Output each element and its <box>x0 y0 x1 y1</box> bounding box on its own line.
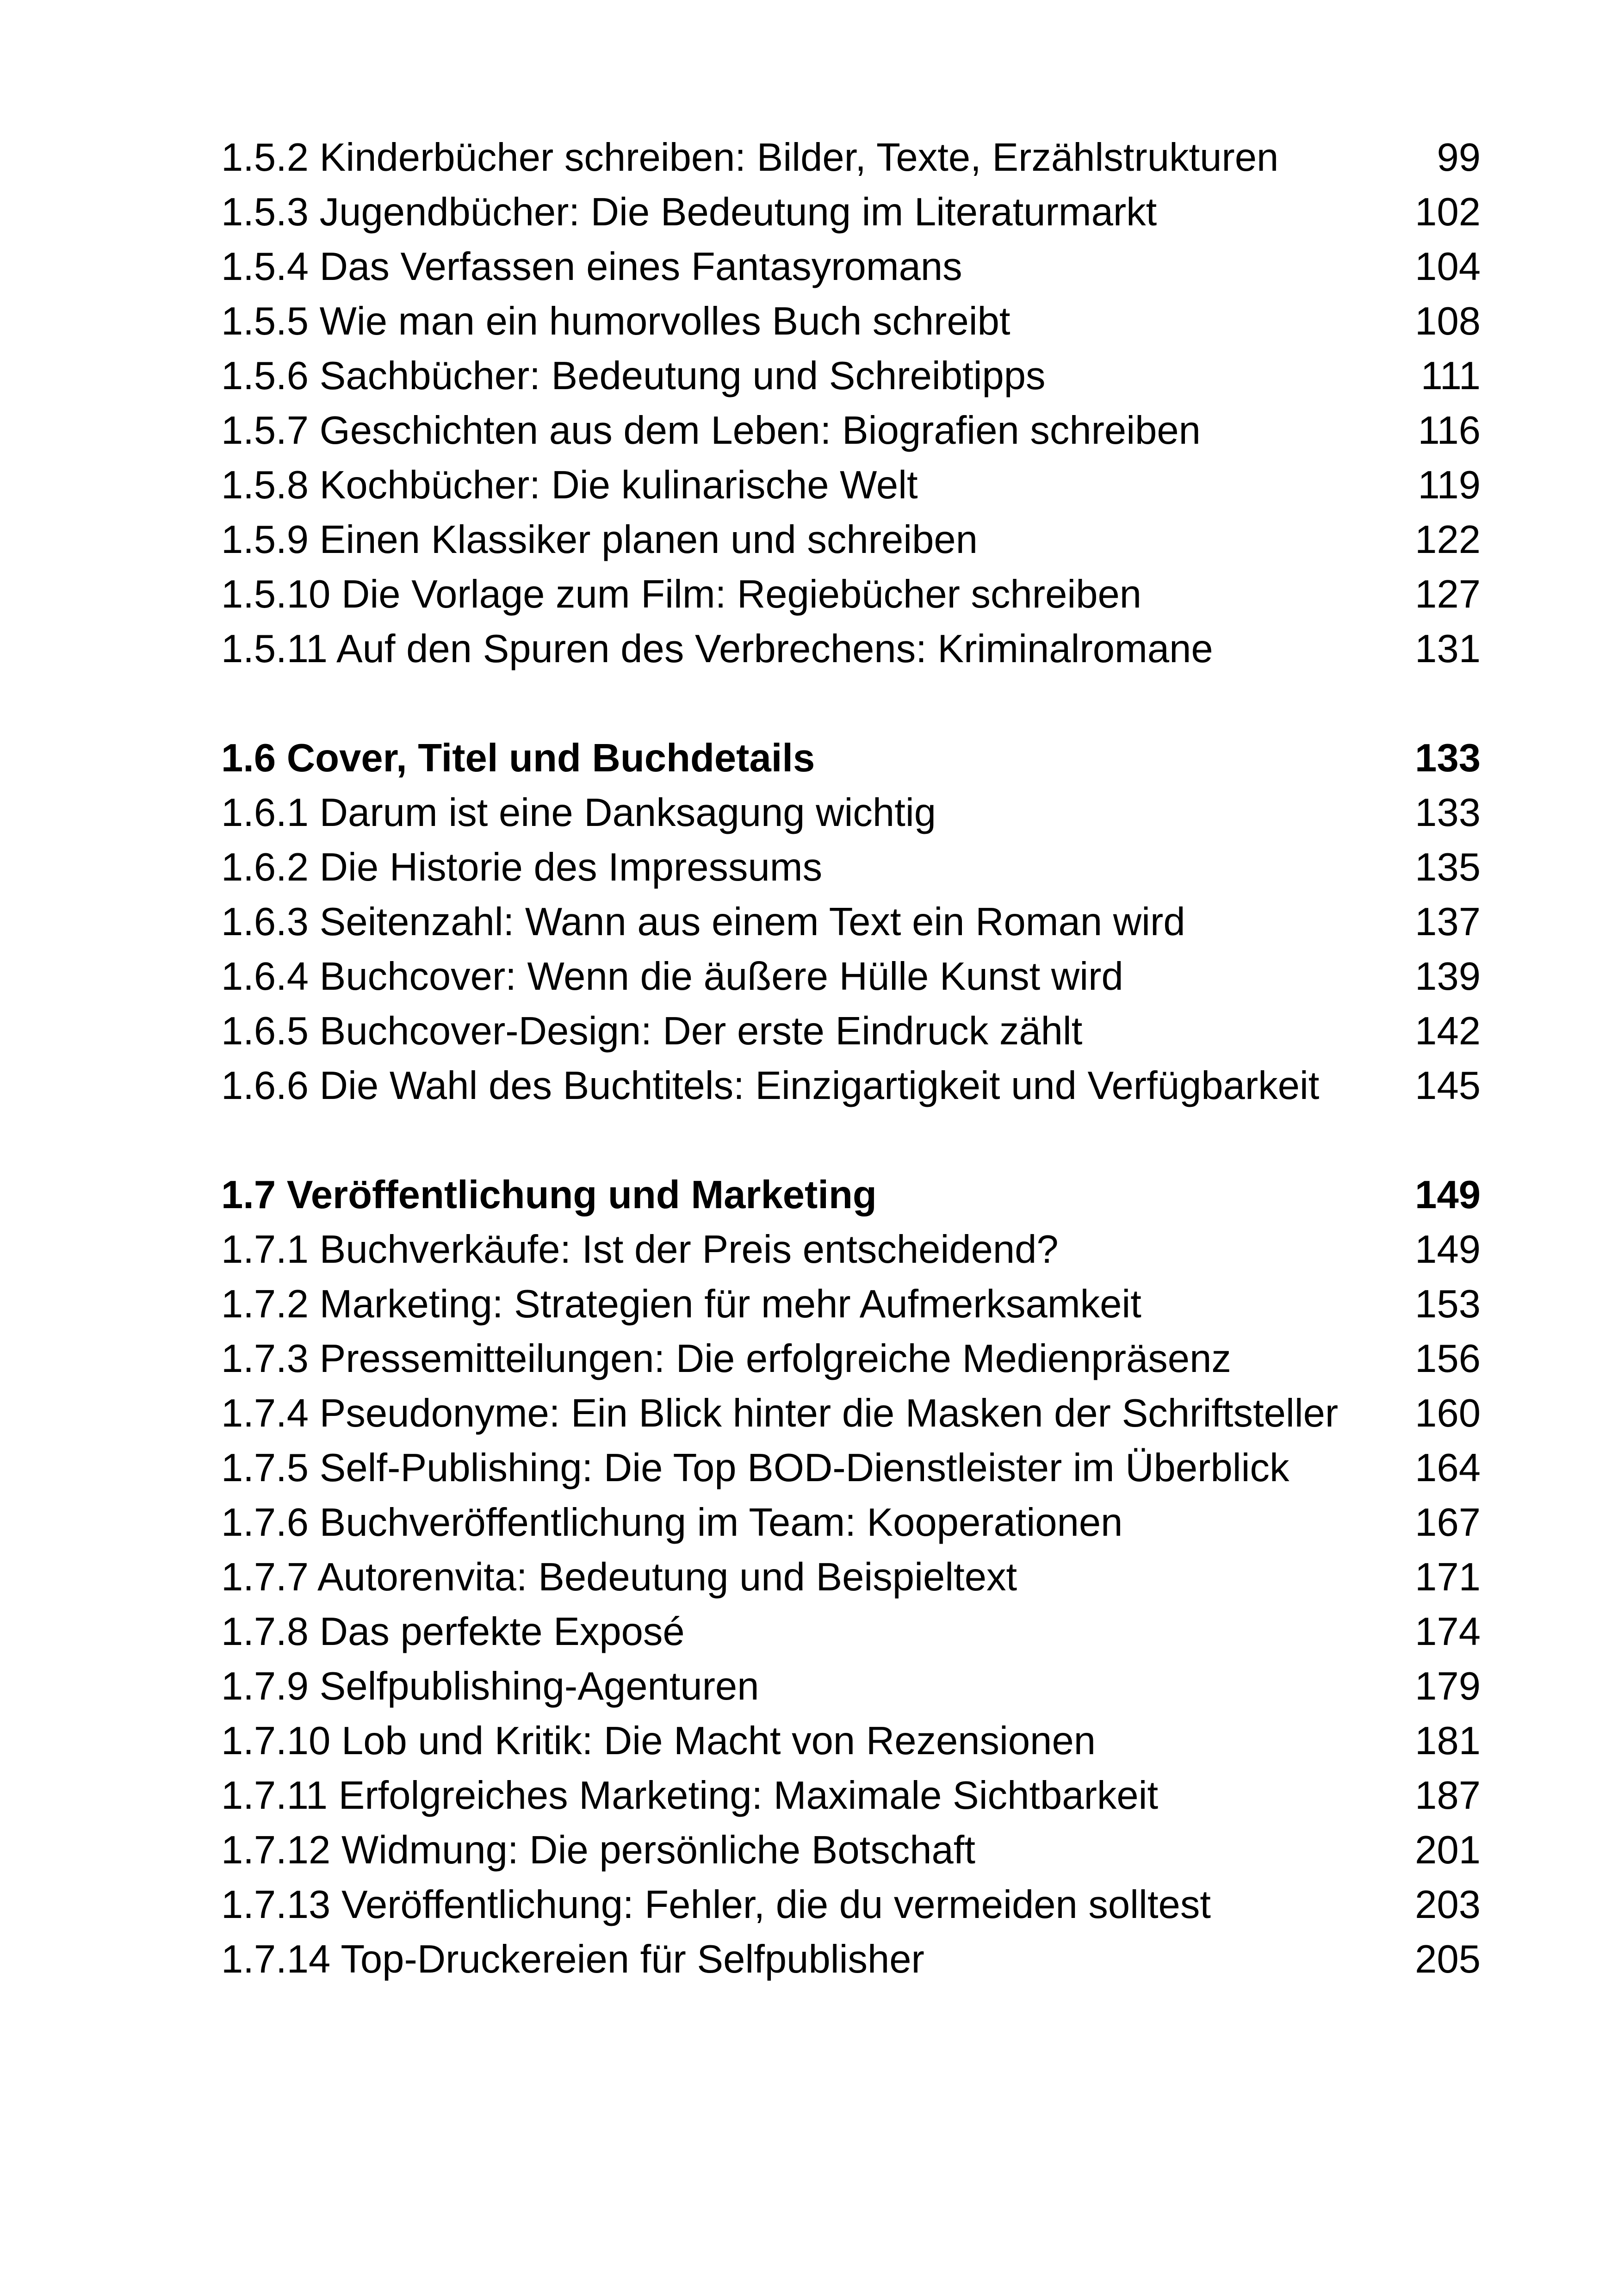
toc-entry-row <box>221 1659 1481 1714</box>
toc-entry-label: 1.6.2 Die Historie des Impressums <box>221 845 823 889</box>
toc-entry-page-number: 104 <box>1415 245 1481 289</box>
toc-section-header-row <box>221 1168 1481 1222</box>
toc-entry-label: 1.5.4 Das Verfassen eines Fantasyromans <box>221 245 962 289</box>
toc-entry-page-number: 156 <box>1415 1337 1481 1381</box>
toc-entry-row <box>221 513 1481 567</box>
toc-entry-label: 1.7.1 Buchverkäufe: Ist der Preis entscheidend? <box>221 1228 1059 1272</box>
toc-entry-label: 1.7.11 Erfolgreiches Marketing: Maximale Sichtbarkeit <box>221 1774 1159 1818</box>
toc-section-header-label: 1.6 Cover, Titel und Buchdetails <box>221 736 815 780</box>
toc-entry-page-number: 139 <box>1415 955 1481 999</box>
toc-entry-label: 1.7.10 Lob und Kritik: Die Macht von Rezensionen <box>221 1719 1096 1763</box>
toc-entry-row <box>221 1932 1481 1987</box>
toc-entry-label: 1.7.6 Buchveröffentlichung im Team: Kooperationen <box>221 1501 1123 1545</box>
toc-entry-row <box>221 786 1481 840</box>
toc-entry-page-number: 205 <box>1415 1937 1481 1981</box>
toc-entry-row <box>221 622 1481 676</box>
toc-entry-row <box>221 185 1481 240</box>
toc-entry-label: 1.6.5 Buchcover-Design: Der erste Eindruck zählt <box>221 1009 1083 1053</box>
toc-entry-page-number: 131 <box>1415 627 1481 671</box>
toc-entry-row <box>221 294 1481 349</box>
toc-entry-label: 1.5.9 Einen Klassiker planen und schreiben <box>221 518 978 562</box>
toc-entry-label: 1.7.2 Marketing: Strategien für mehr Aufmerksamkeit <box>221 1282 1141 1326</box>
toc-entry-page-number: 119 <box>1418 463 1481 507</box>
toc-entry-label: 1.6.3 Seitenzahl: Wann aus einem Text ein Roman wird <box>221 900 1185 944</box>
toc-entry-page-number: 116 <box>1418 409 1481 453</box>
toc-entry-label: 1.7.8 Das perfekte Exposé <box>221 1610 685 1654</box>
toc-entry-page-number: 174 <box>1415 1610 1481 1654</box>
toc-section-header-label: 1.7 Veröffentlichung und Marketing <box>221 1173 877 1217</box>
toc-entry-row <box>221 403 1481 458</box>
toc-entry-row <box>221 1222 1481 1277</box>
toc-entry-page-number: 201 <box>1415 1828 1481 1872</box>
toc-entry-row <box>221 949 1481 1004</box>
toc-entry-page-number: 160 <box>1415 1391 1481 1435</box>
toc-entry-label: 1.5.10 Die Vorlage zum Film: Regiebücher schreiben <box>221 572 1142 616</box>
toc-entry-label: 1.5.8 Kochbücher: Die kulinarische Welt <box>221 463 918 507</box>
toc-entry-page-number: 102 <box>1415 190 1481 234</box>
toc-entry-row <box>221 1441 1481 1496</box>
toc-entry-label: 1.6.1 Darum ist eine Danksagung wichtig <box>221 791 936 835</box>
toc-entry-row <box>221 1714 1481 1769</box>
toc-entry-page-number: 111 <box>1420 354 1481 398</box>
toc-entry-row <box>221 1386 1481 1441</box>
toc-entry-label: 1.7.7 Autorenvita: Bedeutung und Beispieltext <box>221 1555 1017 1599</box>
toc-entry-label: 1.5.11 Auf den Spuren des Verbrechens: Kriminalromane <box>221 627 1213 671</box>
toc-entry-label: 1.7.14 Top-Druckereien für Selfpublisher <box>221 1937 924 1981</box>
toc-entry-row <box>221 349 1481 403</box>
toc-list <box>221 130 1481 1987</box>
toc-entry-page-number: 135 <box>1415 845 1481 889</box>
toc-entry-page-number: 108 <box>1415 299 1481 343</box>
toc-entry-row <box>221 1496 1481 1550</box>
toc-entry-row <box>221 1059 1481 1113</box>
toc-entry-row <box>221 458 1481 513</box>
toc-entry-page-number: 181 <box>1415 1719 1481 1763</box>
toc-entry-label: 1.5.6 Sachbücher: Bedeutung und Schreibtipps <box>221 354 1046 398</box>
toc-entry-row <box>221 1878 1481 1932</box>
toc-entry-page-number: 127 <box>1415 572 1481 616</box>
toc-entry-label: 1.5.5 Wie man ein humorvolles Buch schreibt <box>221 299 1010 343</box>
toc-entry-row <box>221 567 1481 622</box>
toc-entry-label: 1.6.6 Die Wahl des Buchtitels: Einzigartigkeit und Verfügbarkeit <box>221 1064 1320 1108</box>
toc-entry-row <box>221 895 1481 949</box>
toc-entry-page-number: 142 <box>1415 1009 1481 1053</box>
toc-entry-page-number: 149 <box>1415 1228 1481 1272</box>
toc-entry-page-number: 164 <box>1415 1446 1481 1490</box>
toc-entry-page-number: 99 <box>1437 136 1481 180</box>
toc-entry-page-number: 153 <box>1415 1282 1481 1326</box>
toc-entry-page-number: 179 <box>1415 1664 1481 1708</box>
toc-entry-label: 1.7.5 Self-Publishing: Die Top BOD-Dienstleister im Überblick <box>221 1446 1289 1490</box>
toc-entry-page-number: 145 <box>1415 1064 1481 1108</box>
toc-entry-row <box>221 1605 1481 1659</box>
toc-entry-label: 1.6.4 Buchcover: Wenn die äußere Hülle Kunst wird <box>221 955 1123 999</box>
toc-entry-row <box>221 240 1481 294</box>
toc-entry-row <box>221 1823 1481 1878</box>
toc-entry-label: 1.5.7 Geschichten aus dem Leben: Biografien schreiben <box>221 409 1201 453</box>
toc-entry-page-number: 203 <box>1415 1883 1481 1927</box>
toc-entry-row <box>221 130 1481 185</box>
toc-entry-row <box>221 840 1481 895</box>
toc-entry-label: 1.7.12 Widmung: Die persönliche Botschaft <box>221 1828 976 1872</box>
toc-entry-page-number: 171 <box>1415 1555 1481 1599</box>
toc-entry-label: 1.7.13 Veröffentlichung: Fehler, die du vermeiden solltest <box>221 1883 1211 1927</box>
toc-entry-label: 1.7.9 Selfpublishing-Agenturen <box>221 1664 759 1708</box>
toc-entry-page-number: 167 <box>1415 1501 1481 1545</box>
toc-entry-page-number: 187 <box>1415 1774 1481 1818</box>
toc-section-header-row <box>221 731 1481 786</box>
toc-entry-row <box>221 1004 1481 1059</box>
toc-entry-row <box>221 1277 1481 1332</box>
toc-entry-label: 1.7.3 Pressemitteilungen: Die erfolgreiche Medienpräsenz <box>221 1337 1231 1381</box>
toc-entry-label: 1.5.3 Jugendbücher: Die Bedeutung im Literaturmarkt <box>221 190 1157 234</box>
toc-entry-row <box>221 1332 1481 1386</box>
toc-entry-page-number: 137 <box>1415 900 1481 944</box>
toc-entry-page-number: 133 <box>1415 791 1481 835</box>
toc-section-header-page-number: 133 <box>1415 736 1481 780</box>
toc-section-header-page-number: 149 <box>1415 1173 1481 1217</box>
toc-entry-label: 1.7.4 Pseudonyme: Ein Blick hinter die Masken der Schriftsteller <box>221 1391 1339 1435</box>
toc-entry-label: 1.5.2 Kinderbücher schreiben: Bilder, Texte, Erzählstrukturen <box>221 136 1279 180</box>
toc-entry-row <box>221 1769 1481 1823</box>
toc-entry-row <box>221 1550 1481 1605</box>
toc-entry-page-number: 122 <box>1415 518 1481 562</box>
